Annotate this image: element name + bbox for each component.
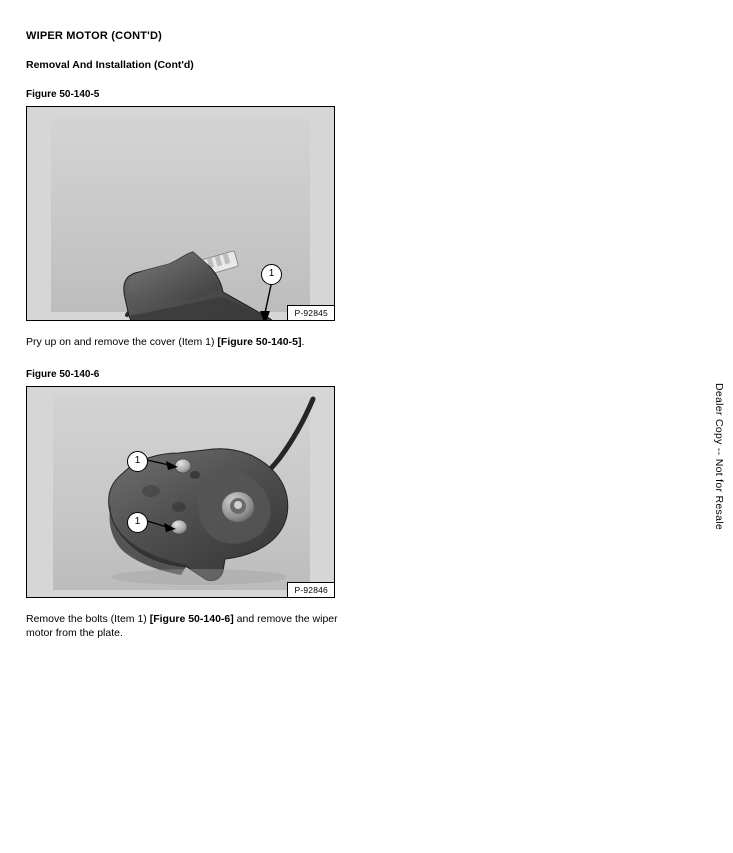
figure-1-caption bbox=[26, 335, 356, 349]
figure-2-photo-code: P-92846 bbox=[287, 582, 334, 597]
wiper-motor-cover-photo bbox=[27, 107, 334, 320]
figure-1-image bbox=[27, 107, 334, 320]
figure-1-caption-ref: [Figure 50-140-5] bbox=[217, 336, 302, 348]
page-content bbox=[26, 30, 356, 640]
figure-2-caption-lead: Remove the bolts (Item 1) bbox=[26, 613, 150, 625]
figure-2 bbox=[26, 386, 335, 598]
figure-1-label: Figure 50-140-5 bbox=[26, 89, 100, 100]
dealer-copy-watermark: Dealer Copy -- Not for Resale bbox=[713, 383, 725, 530]
figure-1-callout-1: 1 bbox=[261, 264, 282, 285]
figure-1-photo-code: P-92845 bbox=[287, 305, 334, 320]
page-title: WIPER MOTOR (CONT'D) bbox=[26, 30, 162, 42]
figure-2-caption bbox=[26, 612, 356, 640]
wiper-motor-plate-photo bbox=[27, 387, 334, 597]
section-subtitle: Removal And Installation (Cont'd) bbox=[26, 59, 194, 71]
figure-2-caption-ref: [Figure 50-140-6] bbox=[149, 613, 234, 625]
figure-2-caption-tail: and remove the wiper motor from the plate. bbox=[26, 613, 338, 639]
figure-2-image bbox=[27, 387, 334, 597]
figure-2-callout-2: 1 bbox=[127, 512, 148, 533]
figure-2-callout-1: 1 bbox=[127, 451, 148, 472]
figure-1 bbox=[26, 106, 335, 321]
figure-2-label: Figure 50-140-6 bbox=[26, 369, 100, 380]
figure-1-caption-lead: Pry up on and remove the cover (Item 1) bbox=[26, 336, 218, 348]
figure-1-caption-tail: . bbox=[301, 336, 305, 348]
